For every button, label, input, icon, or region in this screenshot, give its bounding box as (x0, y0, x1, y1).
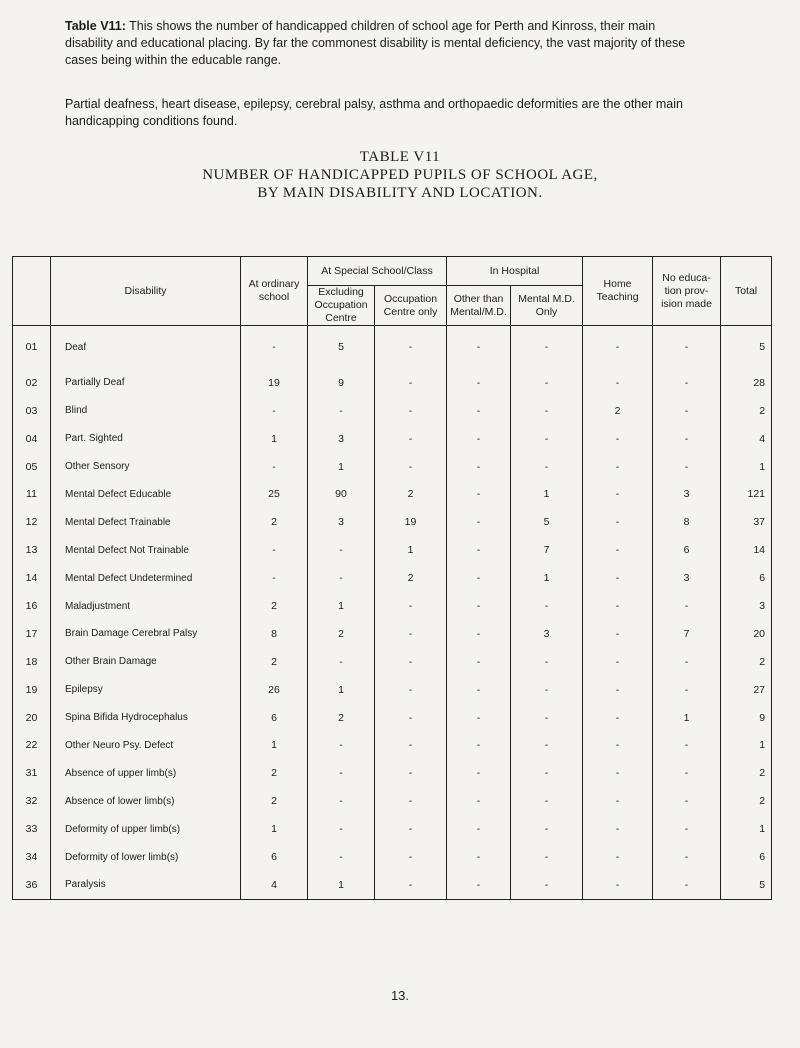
excluding-occupation-count: - (308, 648, 375, 676)
disability-name: Deaf (51, 326, 241, 369)
header-other-than-mental: Other than Mental/M.D. (447, 286, 511, 326)
table-row (13, 592, 772, 620)
disability-name: Partially Deaf (51, 369, 241, 397)
table-row (13, 843, 772, 871)
home-teaching-count: - (583, 592, 653, 620)
hospital-mental-count: - (511, 732, 583, 760)
disability-code: 34 (13, 843, 51, 871)
hospital-other-count: - (447, 397, 511, 425)
no-education-count: 6 (653, 536, 721, 564)
home-teaching-count: - (583, 676, 653, 704)
ordinary-school-count: - (241, 326, 308, 369)
hospital-mental-count: 1 (511, 564, 583, 592)
home-teaching-count: - (583, 508, 653, 536)
table-row (13, 704, 772, 732)
disability-code: 31 (13, 759, 51, 787)
intro-paragraph-1 (65, 18, 705, 69)
hospital-other-count: - (447, 536, 511, 564)
ordinary-school-count: 4 (241, 871, 308, 900)
total-count: 37 (721, 508, 772, 536)
home-teaching-count: - (583, 369, 653, 397)
table-row (13, 759, 772, 787)
home-teaching-count: - (583, 843, 653, 871)
disability-name: Deformity of upper limb(s) (51, 815, 241, 843)
disability-name: Epilepsy (51, 676, 241, 704)
home-teaching-count: - (583, 425, 653, 453)
no-education-count: 3 (653, 481, 721, 509)
hospital-mental-count: - (511, 759, 583, 787)
hospital-other-count: - (447, 787, 511, 815)
home-teaching-count: - (583, 326, 653, 369)
hospital-other-count: - (447, 508, 511, 536)
no-education-count: - (653, 326, 721, 369)
table-row (13, 508, 772, 536)
excluding-occupation-count: 1 (308, 871, 375, 900)
disability-code: 17 (13, 620, 51, 648)
table-row (13, 676, 772, 704)
hospital-mental-count: - (511, 676, 583, 704)
excluding-occupation-count: - (308, 759, 375, 787)
occupation-centre-count: - (375, 843, 447, 871)
ordinary-school-count: 2 (241, 648, 308, 676)
hospital-mental-count: - (511, 369, 583, 397)
disability-code: 13 (13, 536, 51, 564)
hospital-other-count: - (447, 453, 511, 481)
home-teaching-count: - (583, 787, 653, 815)
excluding-occupation-count: - (308, 815, 375, 843)
header-home-teaching: Home Teaching (583, 257, 653, 326)
no-education-count: 7 (653, 620, 721, 648)
hospital-other-count: - (447, 425, 511, 453)
hospital-mental-count: - (511, 787, 583, 815)
home-teaching-count: - (583, 704, 653, 732)
ordinary-school-count: 1 (241, 732, 308, 760)
excluding-occupation-count: 9 (308, 369, 375, 397)
hospital-other-count: - (447, 481, 511, 509)
ordinary-school-count: 19 (241, 369, 308, 397)
home-teaching-count: - (583, 648, 653, 676)
disability-code: 22 (13, 732, 51, 760)
occupation-centre-count: - (375, 676, 447, 704)
hospital-other-count: - (447, 326, 511, 369)
no-education-count: - (653, 425, 721, 453)
disability-name: Mental Defect Educable (51, 481, 241, 509)
occupation-centre-count: - (375, 759, 447, 787)
header-disability: Disability (51, 257, 241, 326)
excluding-occupation-count: 2 (308, 704, 375, 732)
intro-text-1: This shows the number of handicapped children of school age for Perth and Kinross, their main disability and educational placing. (65, 19, 656, 50)
ordinary-school-count: 1 (241, 815, 308, 843)
hospital-other-count: - (447, 648, 511, 676)
disability-name: Other Brain Damage (51, 648, 241, 676)
occupation-centre-count: - (375, 704, 447, 732)
occupation-centre-count: - (375, 453, 447, 481)
excluding-occupation-count: 2 (308, 620, 375, 648)
hospital-other-count: - (447, 676, 511, 704)
hospital-mental-count: 1 (511, 481, 583, 509)
hospital-mental-count: - (511, 648, 583, 676)
disability-code: 16 (13, 592, 51, 620)
occupation-centre-count: 1 (375, 536, 447, 564)
table-subtitle-line-2: BY MAIN DISABILITY AND LOCATION. (257, 185, 543, 201)
no-education-count: - (653, 592, 721, 620)
header-special-school: At Special School/Class (308, 257, 447, 286)
disability-code: 01 (13, 326, 51, 369)
no-education-count: 1 (653, 704, 721, 732)
total-count: 2 (721, 759, 772, 787)
disability-name: Maladjustment (51, 592, 241, 620)
occupation-centre-count: - (375, 592, 447, 620)
home-teaching-count: - (583, 481, 653, 509)
table-reference-label: Table V11: (65, 19, 126, 33)
home-teaching-count: - (583, 815, 653, 843)
hospital-other-count: - (447, 369, 511, 397)
excluding-occupation-count: - (308, 564, 375, 592)
ordinary-school-count: 1 (241, 425, 308, 453)
home-teaching-count: - (583, 536, 653, 564)
header-occupation-centre-only: Occupation Centre only (375, 286, 447, 326)
excluding-occupation-count: - (308, 536, 375, 564)
no-education-count: - (653, 759, 721, 787)
total-count: 20 (721, 620, 772, 648)
occupation-centre-count: 19 (375, 508, 447, 536)
no-education-count: - (653, 676, 721, 704)
home-teaching-count: - (583, 620, 653, 648)
occupation-centre-count: - (375, 397, 447, 425)
table-subtitle-line-1: NUMBER OF HANDICAPPED PUPILS OF SCHOOL AGE, (202, 167, 598, 183)
table-row (13, 648, 772, 676)
occupation-centre-count: - (375, 425, 447, 453)
header-excluding-occupation-centre: Excluding Occupation Centre (308, 286, 375, 326)
disability-name: Spina Bifida Hydrocephalus (51, 704, 241, 732)
ordinary-school-count: - (241, 453, 308, 481)
total-count: 121 (721, 481, 772, 509)
table-row (13, 326, 772, 369)
hospital-other-count: - (447, 843, 511, 871)
occupation-centre-count: - (375, 787, 447, 815)
table-row (13, 787, 772, 815)
disability-name: Paralysis (51, 871, 241, 900)
table-row (13, 871, 772, 900)
header-ordinary-school: At ordinary school (241, 257, 308, 326)
no-education-count: 3 (653, 564, 721, 592)
total-count: 1 (721, 453, 772, 481)
disability-name: Part. Sighted (51, 425, 241, 453)
no-education-count: - (653, 815, 721, 843)
no-education-count: - (653, 648, 721, 676)
no-education-count: - (653, 871, 721, 900)
disability-name: Other Neuro Psy. Defect (51, 732, 241, 760)
excluding-occupation-count: 3 (308, 508, 375, 536)
excluding-occupation-count: 5 (308, 326, 375, 369)
total-count: 4 (721, 425, 772, 453)
disability-name: Absence of lower limb(s) (51, 787, 241, 815)
no-education-count: - (653, 787, 721, 815)
disability-name: Mental Defect Undetermined (51, 564, 241, 592)
no-education-count: - (653, 843, 721, 871)
table-row (13, 815, 772, 843)
occupation-centre-count: - (375, 326, 447, 369)
excluding-occupation-count: 1 (308, 592, 375, 620)
hospital-other-count: - (447, 871, 511, 900)
table-row (13, 425, 772, 453)
disability-table (12, 256, 772, 900)
hospital-mental-count: - (511, 326, 583, 369)
excluding-occupation-count: 1 (308, 453, 375, 481)
home-teaching-count: 2 (583, 397, 653, 425)
total-count: 6 (721, 843, 772, 871)
disability-name: Brain Damage Cerebral Palsy (51, 620, 241, 648)
table-row (13, 453, 772, 481)
ordinary-school-count: 2 (241, 759, 308, 787)
disability-name: Blind (51, 397, 241, 425)
header-code (13, 257, 51, 326)
disability-name: Absence of upper limb(s) (51, 759, 241, 787)
disability-code: 04 (13, 425, 51, 453)
ordinary-school-count: 8 (241, 620, 308, 648)
hospital-mental-count: - (511, 843, 583, 871)
page-number: 13. (390, 988, 410, 1003)
disability-code: 19 (13, 676, 51, 704)
ordinary-school-count: 2 (241, 787, 308, 815)
total-count: 2 (721, 397, 772, 425)
disability-code: 36 (13, 871, 51, 900)
no-education-count: - (653, 397, 721, 425)
table-row (13, 620, 772, 648)
table-title: TABLE V11 (359, 149, 441, 165)
no-education-count: - (653, 732, 721, 760)
disability-code: 32 (13, 787, 51, 815)
disability-code: 33 (13, 815, 51, 843)
total-count: 6 (721, 564, 772, 592)
hospital-other-count: - (447, 592, 511, 620)
ordinary-school-count: 2 (241, 508, 308, 536)
ordinary-school-count: 25 (241, 481, 308, 509)
excluding-occupation-count: 3 (308, 425, 375, 453)
ordinary-school-count: - (241, 536, 308, 564)
total-count: 14 (721, 536, 772, 564)
hospital-mental-count: - (511, 425, 583, 453)
occupation-centre-count: 2 (375, 564, 447, 592)
hospital-mental-count: - (511, 871, 583, 900)
header-total: Total (721, 257, 772, 326)
total-count: 27 (721, 676, 772, 704)
disability-code: 03 (13, 397, 51, 425)
hospital-mental-count: - (511, 397, 583, 425)
ordinary-school-count: - (241, 564, 308, 592)
occupation-centre-count: - (375, 815, 447, 843)
header-in-hospital: In Hospital (447, 257, 583, 286)
total-count: 5 (721, 871, 772, 900)
ordinary-school-count: 2 (241, 592, 308, 620)
occupation-centre-count: - (375, 620, 447, 648)
table-row (13, 536, 772, 564)
header-mental-md-only: Mental M.D. Only (511, 286, 583, 326)
occupation-centre-count: - (375, 369, 447, 397)
home-teaching-count: - (583, 564, 653, 592)
occupation-centre-count: - (375, 648, 447, 676)
disability-code: 14 (13, 564, 51, 592)
table-row (13, 481, 772, 509)
hospital-other-count: - (447, 815, 511, 843)
disability-name: Deformity of lower limb(s) (51, 843, 241, 871)
occupation-centre-count: - (375, 732, 447, 760)
hospital-other-count: - (447, 759, 511, 787)
table-row (13, 564, 772, 592)
hospital-mental-count: - (511, 592, 583, 620)
occupation-centre-count: 2 (375, 481, 447, 509)
ordinary-school-count: 26 (241, 676, 308, 704)
total-count: 28 (721, 369, 772, 397)
hospital-other-count: - (447, 620, 511, 648)
disability-name: Other Sensory (51, 453, 241, 481)
excluding-occupation-count: - (308, 732, 375, 760)
disability-code: 11 (13, 481, 51, 509)
ordinary-school-count: 6 (241, 843, 308, 871)
home-teaching-count: - (583, 732, 653, 760)
table-row (13, 369, 772, 397)
total-count: 1 (721, 732, 772, 760)
hospital-mental-count: 5 (511, 508, 583, 536)
hospital-other-count: - (447, 564, 511, 592)
intro-text-1b: By far the commonest disability is mental deficiency, the vast majority of these cases being within the educable range. (65, 36, 686, 67)
total-count: 2 (721, 787, 772, 815)
disability-code: 12 (13, 508, 51, 536)
occupation-centre-count: - (375, 871, 447, 900)
excluding-occupation-count: 1 (308, 676, 375, 704)
total-count: 9 (721, 704, 772, 732)
disability-code: 18 (13, 648, 51, 676)
hospital-mental-count: 3 (511, 620, 583, 648)
home-teaching-count: - (583, 759, 653, 787)
no-education-count: 8 (653, 508, 721, 536)
ordinary-school-count: 6 (241, 704, 308, 732)
total-count: 2 (721, 648, 772, 676)
home-teaching-count: - (583, 871, 653, 900)
disability-code: 20 (13, 704, 51, 732)
excluding-occupation-count: 90 (308, 481, 375, 509)
intro-paragraph-2: Partial deafness, heart disease, epilepsy, cerebral palsy, asthma and orthopaedic deformities are the other main handicapping conditions found. (65, 97, 683, 128)
no-education-count: - (653, 453, 721, 481)
excluding-occupation-count: - (308, 843, 375, 871)
table-row (13, 732, 772, 760)
hospital-other-count: - (447, 732, 511, 760)
disability-code: 02 (13, 369, 51, 397)
disability-name: Mental Defect Not Trainable (51, 536, 241, 564)
disability-name: Mental Defect Trainable (51, 508, 241, 536)
hospital-mental-count: 7 (511, 536, 583, 564)
excluding-occupation-count: - (308, 397, 375, 425)
hospital-other-count: - (447, 704, 511, 732)
no-education-count: - (653, 369, 721, 397)
total-count: 1 (721, 815, 772, 843)
ordinary-school-count: - (241, 397, 308, 425)
hospital-mental-count: - (511, 704, 583, 732)
total-count: 5 (721, 326, 772, 369)
hospital-mental-count: - (511, 815, 583, 843)
header-no-education: No educa- tion prov- ision made (653, 257, 721, 326)
hospital-mental-count: - (511, 453, 583, 481)
disability-code: 05 (13, 453, 51, 481)
total-count: 3 (721, 592, 772, 620)
excluding-occupation-count: - (308, 787, 375, 815)
home-teaching-count: - (583, 453, 653, 481)
table-row (13, 397, 772, 425)
